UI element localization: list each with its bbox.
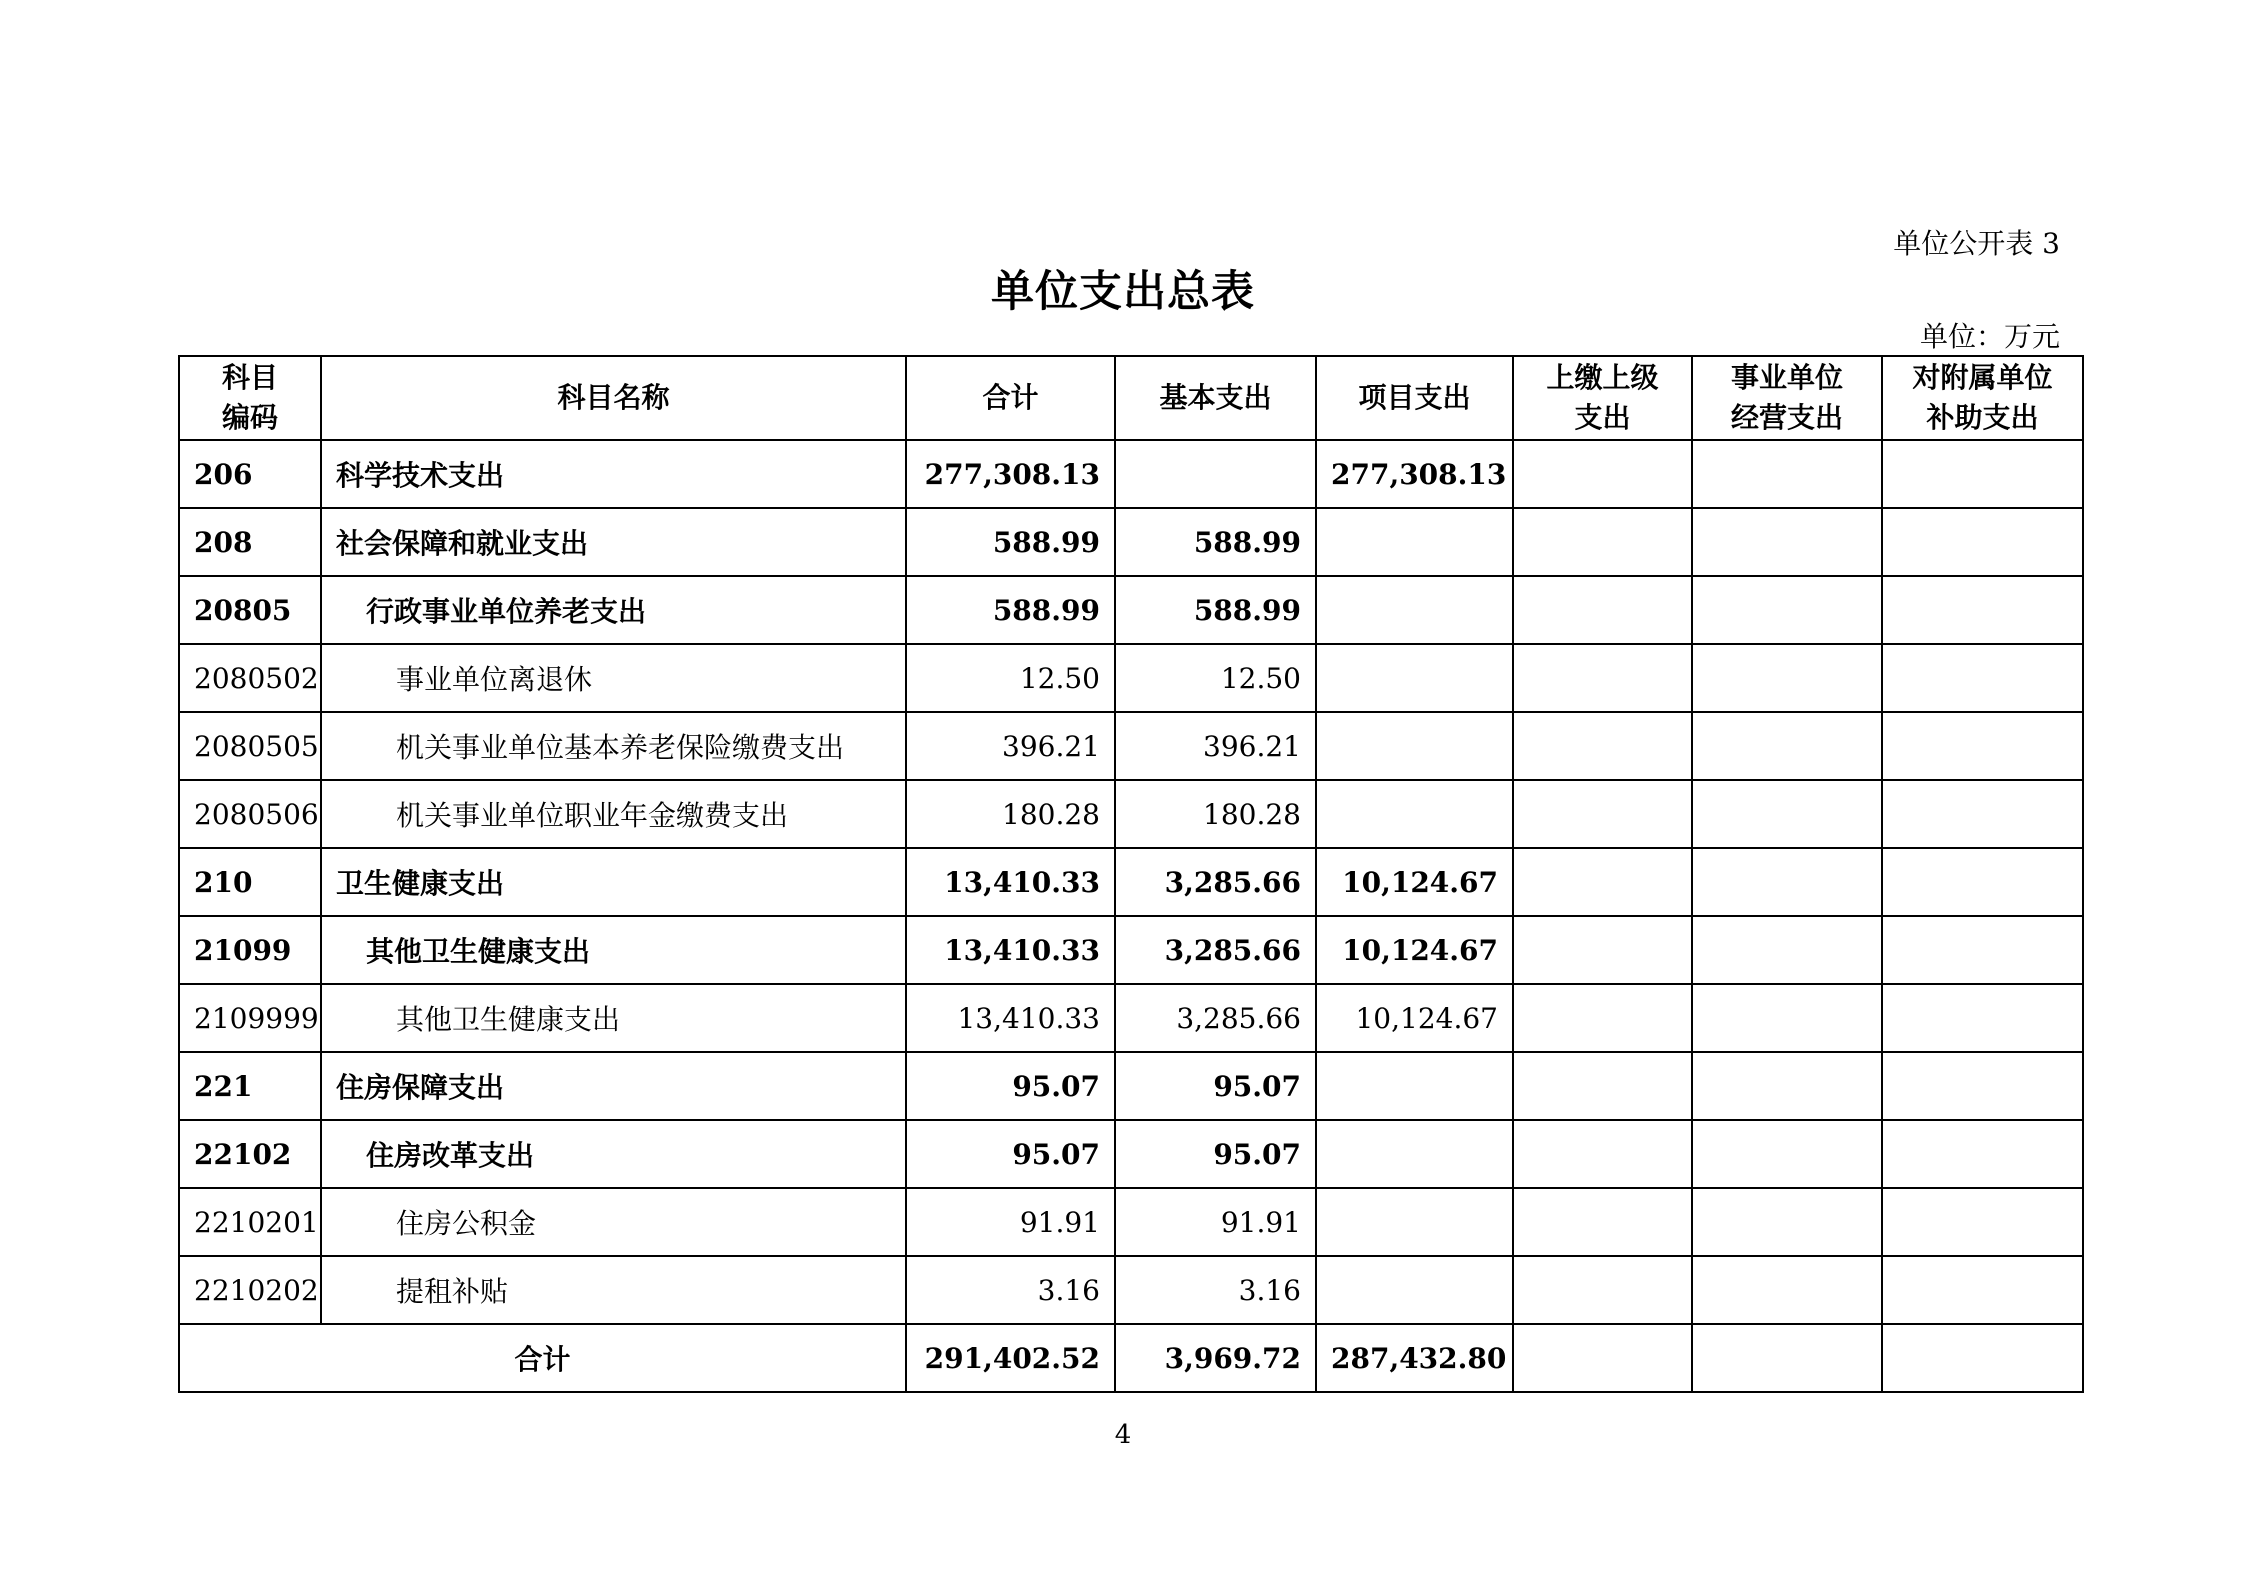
table-row: [179, 1256, 2083, 1324]
row-basic: 588.99: [1115, 508, 1316, 576]
unit-label: 单位：万元: [1919, 320, 2060, 353]
row-total: 13,410.33: [906, 848, 1115, 916]
table-body: [179, 440, 2083, 1324]
row-business: [1692, 1256, 1882, 1324]
row-subsidy: [1882, 576, 2083, 644]
header-row: [179, 356, 2083, 440]
row-total: 396.21: [906, 712, 1115, 780]
row-name: 住房保障支出: [321, 1052, 906, 1120]
page-title: 单位支出总表: [991, 267, 1255, 317]
row-project: [1316, 780, 1513, 848]
row-superior: [1513, 1188, 1692, 1256]
row-subsidy: [1882, 984, 2083, 1052]
row-total: 95.07: [906, 1120, 1115, 1188]
row-business: [1692, 644, 1882, 712]
table-row: [179, 984, 2083, 1052]
row-code: 208: [179, 508, 321, 576]
row-superior: [1513, 848, 1692, 916]
row-subsidy: [1882, 848, 2083, 916]
row-total: 277,308.13: [906, 440, 1115, 508]
row-superior: [1513, 916, 1692, 984]
row-subsidy: [1882, 644, 2083, 712]
row-name: 住房改革支出: [321, 1120, 906, 1188]
row-basic: 180.28: [1115, 780, 1316, 848]
header-business: 事业单位 经营支出: [1692, 356, 1882, 440]
row-business: [1692, 1188, 1882, 1256]
total-row: [179, 1324, 2083, 1392]
row-business: [1692, 1120, 1882, 1188]
row-total: 91.91: [906, 1188, 1115, 1256]
row-superior: [1513, 644, 1692, 712]
header-superior: 上缴上级 支出: [1513, 356, 1692, 440]
table-row: [179, 1188, 2083, 1256]
row-total: 3.16: [906, 1256, 1115, 1324]
total-basic: 3,969.72: [1115, 1324, 1316, 1392]
row-business: [1692, 440, 1882, 508]
row-name: 行政事业单位养老支出: [321, 576, 906, 644]
table-row: [179, 780, 2083, 848]
row-name: 科学技术支出: [321, 440, 906, 508]
row-subsidy: [1882, 1188, 2083, 1256]
row-subsidy: [1882, 780, 2083, 848]
row-basic: 3.16: [1115, 1256, 1316, 1324]
row-total: 13,410.33: [906, 916, 1115, 984]
row-project: 10,124.67: [1316, 916, 1513, 984]
row-business: [1692, 848, 1882, 916]
row-project: 10,124.67: [1316, 848, 1513, 916]
row-subsidy: [1882, 1256, 2083, 1324]
row-name: 住房公积金: [321, 1188, 906, 1256]
header-basic: 基本支出: [1115, 356, 1316, 440]
row-project: [1316, 644, 1513, 712]
row-name: 提租补贴: [321, 1256, 906, 1324]
row-code: 221: [179, 1052, 321, 1120]
row-business: [1692, 1052, 1882, 1120]
row-basic: 91.91: [1115, 1188, 1316, 1256]
row-superior: [1513, 712, 1692, 780]
header-code: 科目 编码: [179, 356, 321, 440]
row-superior: [1513, 1120, 1692, 1188]
total-label: 合计: [179, 1324, 906, 1392]
table-row: [179, 508, 2083, 576]
row-business: [1692, 576, 1882, 644]
row-project: 10,124.67: [1316, 984, 1513, 1052]
total-superior: [1513, 1324, 1692, 1392]
row-basic: 12.50: [1115, 644, 1316, 712]
row-total: 588.99: [906, 508, 1115, 576]
row-superior: [1513, 1052, 1692, 1120]
row-basic: 95.07: [1115, 1052, 1316, 1120]
row-project: [1316, 508, 1513, 576]
row-subsidy: [1882, 508, 2083, 576]
total-business: [1692, 1324, 1882, 1392]
page-number: 4: [1114, 1420, 1132, 1450]
row-basic: 588.99: [1115, 576, 1316, 644]
header-name: 科目名称: [321, 356, 906, 440]
table-row: [179, 848, 2083, 916]
row-name: 事业单位离退休: [321, 644, 906, 712]
row-basic: 95.07: [1115, 1120, 1316, 1188]
row-total: 13,410.33: [906, 984, 1115, 1052]
row-business: [1692, 984, 1882, 1052]
table-row: [179, 916, 2083, 984]
table-row: [179, 1120, 2083, 1188]
row-name: 机关事业单位基本养老保险缴费支出: [321, 712, 906, 780]
row-business: [1692, 712, 1882, 780]
row-subsidy: [1882, 1052, 2083, 1120]
row-superior: [1513, 780, 1692, 848]
table-row: [179, 644, 2083, 712]
row-subsidy: [1882, 712, 2083, 780]
row-basic: 396.21: [1115, 712, 1316, 780]
row-project: [1316, 1052, 1513, 1120]
row-code: 2080505: [179, 712, 321, 780]
row-total: 95.07: [906, 1052, 1115, 1120]
row-superior: [1513, 440, 1692, 508]
row-name: 机关事业单位职业年金缴费支出: [321, 780, 906, 848]
row-code: 2080506: [179, 780, 321, 848]
row-basic: 3,285.66: [1115, 984, 1316, 1052]
row-project: [1316, 712, 1513, 780]
row-code: 2109999: [179, 984, 321, 1052]
row-code: 21099: [179, 916, 321, 984]
row-name: 社会保障和就业支出: [321, 508, 906, 576]
row-total: 180.28: [906, 780, 1115, 848]
row-code: 2210201: [179, 1188, 321, 1256]
row-code: 22102: [179, 1120, 321, 1188]
table-row: [179, 576, 2083, 644]
table-row: [179, 1052, 2083, 1120]
row-superior: [1513, 576, 1692, 644]
row-subsidy: [1882, 916, 2083, 984]
form-label: 单位公开表 3: [1893, 227, 2060, 260]
row-superior: [1513, 1256, 1692, 1324]
header-project: 项目支出: [1316, 356, 1513, 440]
row-code: 206: [179, 440, 321, 508]
row-basic: 3,285.66: [1115, 848, 1316, 916]
row-business: [1692, 508, 1882, 576]
row-code: 20805: [179, 576, 321, 644]
row-code: 2080502: [179, 644, 321, 712]
row-total: 12.50: [906, 644, 1115, 712]
expenditure-table: [178, 355, 2084, 1393]
row-subsidy: [1882, 440, 2083, 508]
row-business: [1692, 916, 1882, 984]
row-superior: [1513, 508, 1692, 576]
row-project: [1316, 1188, 1513, 1256]
row-project: [1316, 576, 1513, 644]
row-name: 其他卫生健康支出: [321, 916, 906, 984]
row-project: [1316, 1256, 1513, 1324]
row-superior: [1513, 984, 1692, 1052]
table-row: [179, 440, 2083, 508]
row-subsidy: [1882, 1120, 2083, 1188]
total-subsidy: [1882, 1324, 2083, 1392]
total-project: 287,432.80: [1316, 1324, 1513, 1392]
row-basic: 3,285.66: [1115, 916, 1316, 984]
table-row: [179, 712, 2083, 780]
total-sum: 291,402.52: [906, 1324, 1115, 1392]
row-project: 277,308.13: [1316, 440, 1513, 508]
row-project: [1316, 1120, 1513, 1188]
row-code: 2210202: [179, 1256, 321, 1324]
row-name: 卫生健康支出: [321, 848, 906, 916]
row-name: 其他卫生健康支出: [321, 984, 906, 1052]
row-business: [1692, 780, 1882, 848]
row-basic: [1115, 440, 1316, 508]
row-total: 588.99: [906, 576, 1115, 644]
header-total: 合计: [906, 356, 1115, 440]
header-subsidy: 对附属单位 补助支出: [1882, 356, 2083, 440]
row-code: 210: [179, 848, 321, 916]
